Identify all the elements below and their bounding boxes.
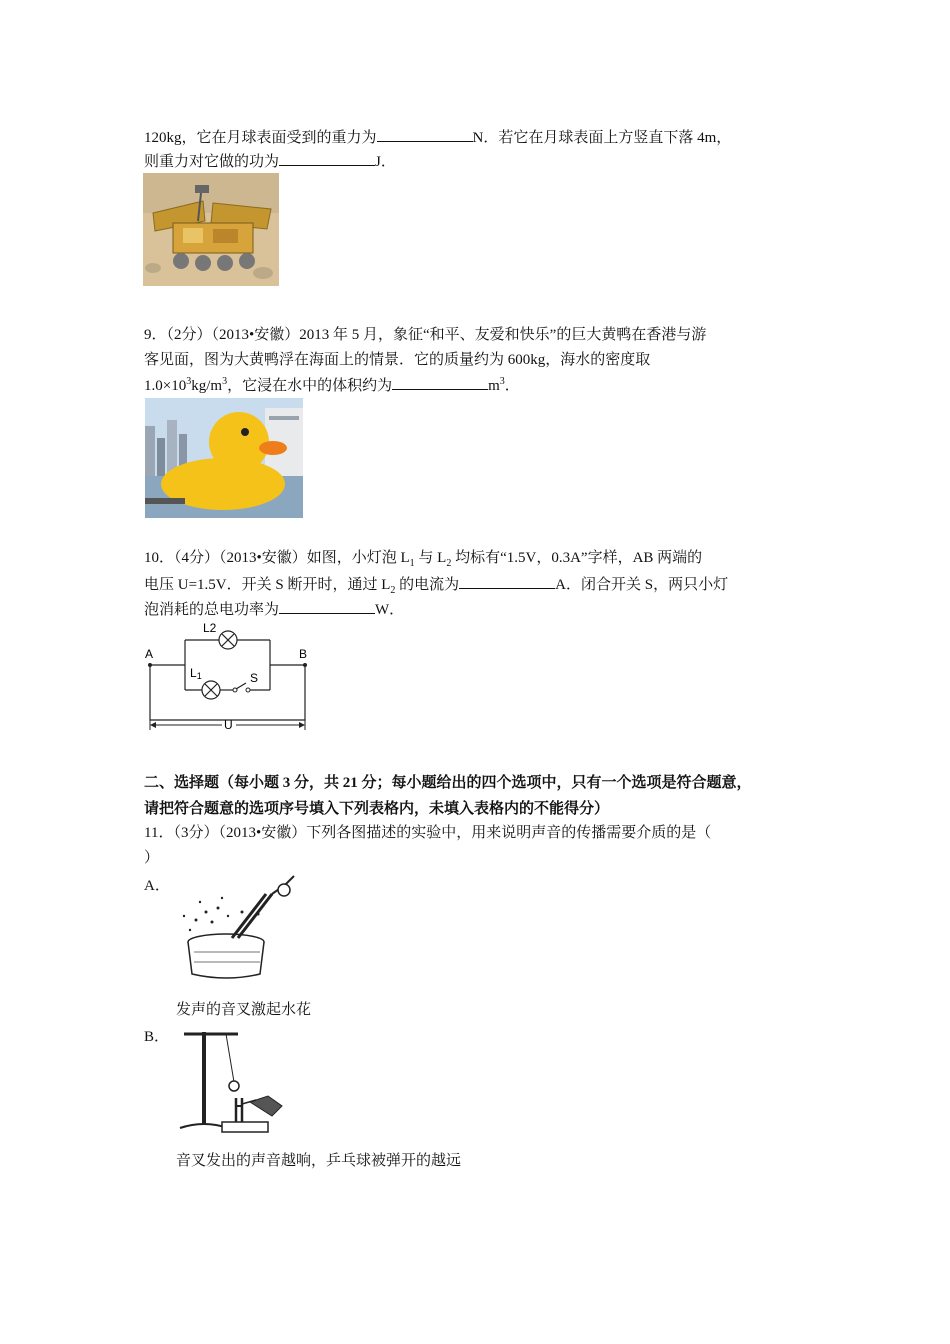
option-b-caption: 音叉发出的声音越响，乒乓球被弹开的越远 — [176, 1153, 462, 1169]
option-a-label[interactable]: A． — [144, 878, 170, 894]
answer-blank[interactable] — [279, 599, 375, 614]
q10-line3: 泡消耗的总电功率为 W． — [144, 599, 404, 620]
switch-s-icon — [233, 683, 250, 692]
circuit-svg — [140, 620, 315, 735]
label-b: B — [299, 647, 308, 661]
label-l1: L1 — [190, 666, 202, 681]
option-b-label[interactable]: B． — [144, 1029, 170, 1045]
rubber-duck-illustration — [145, 398, 303, 518]
q8-line1: 120kg，它在月球表面受到的重力为 N．若它在月球表面上方竖直下落 4m， — [144, 127, 731, 148]
tuning-fork-water-image — [176, 872, 300, 984]
tuning-fork-pingpong-illustration — [176, 1026, 294, 1138]
lunar-rover-image — [143, 173, 279, 286]
circuit-diagram — [140, 620, 315, 735]
label-l2: L2 — [203, 621, 217, 635]
q9-line1: 9．（2分）（2013•安徽）2013 年 5 月，象征“和平、友爱和快乐”的巨大黄鸭在香港与游 — [144, 327, 707, 343]
lamp-l1-icon — [202, 681, 220, 699]
option-a-caption: 发声的音叉激起水花 — [176, 1002, 312, 1018]
label-a: A — [145, 647, 154, 661]
answer-blank[interactable] — [377, 127, 473, 142]
label-s: S — [250, 671, 259, 685]
answer-blank[interactable] — [459, 574, 555, 589]
q10-line2: 电压 U=1.5V．开关 S 断开时，通过 $L_2$ 的电流为 A．闭合开关 S，两只小灯 — [144, 574, 728, 595]
q9-line3: $1.0\times 10^3kg/m^3$，它浸在水中的体积约为 $m^3$． — [144, 376, 520, 394]
rubber-duck-image — [145, 398, 303, 518]
q11-line1: 11．（3分）（2013•安徽）下列各图描述的实验中，用来说明声音的传播需要介质的是（ — [144, 825, 712, 841]
lamp-l2-icon — [219, 631, 237, 649]
tuning-fork-water-illustration — [176, 872, 300, 984]
q11-line2: ） — [144, 850, 160, 866]
answer-blank[interactable] — [279, 151, 375, 166]
section2-heading-line2: 请把符合题意的选项序号填入下列表格内，未填入表格内的不能得分） — [144, 801, 610, 817]
section2-heading-line1: 二、选择题（每小题 3 分，共 21 分；每小题给出的四个选项中，只有一个选项是符合题意， — [144, 775, 752, 791]
label-u: U — [224, 718, 233, 732]
answer-blank[interactable] — [392, 375, 488, 390]
lunar-rover-illustration — [143, 173, 279, 286]
q10-line1: 10．（4分）（2013•安徽）如图，小灯泡 $L_1$ 与 $L_2$ 均标有“1.5V，0.3A”字样，AB 两端的 — [144, 550, 703, 569]
q9-line2: 客见面，图为大黄鸭浮在海面上的情景．它的质量约为 600kg，海水的密度取 — [144, 352, 651, 368]
tuning-fork-pingpong-image — [176, 1026, 294, 1138]
q8-line2: 则重力对它做的功为 J． — [144, 151, 396, 172]
